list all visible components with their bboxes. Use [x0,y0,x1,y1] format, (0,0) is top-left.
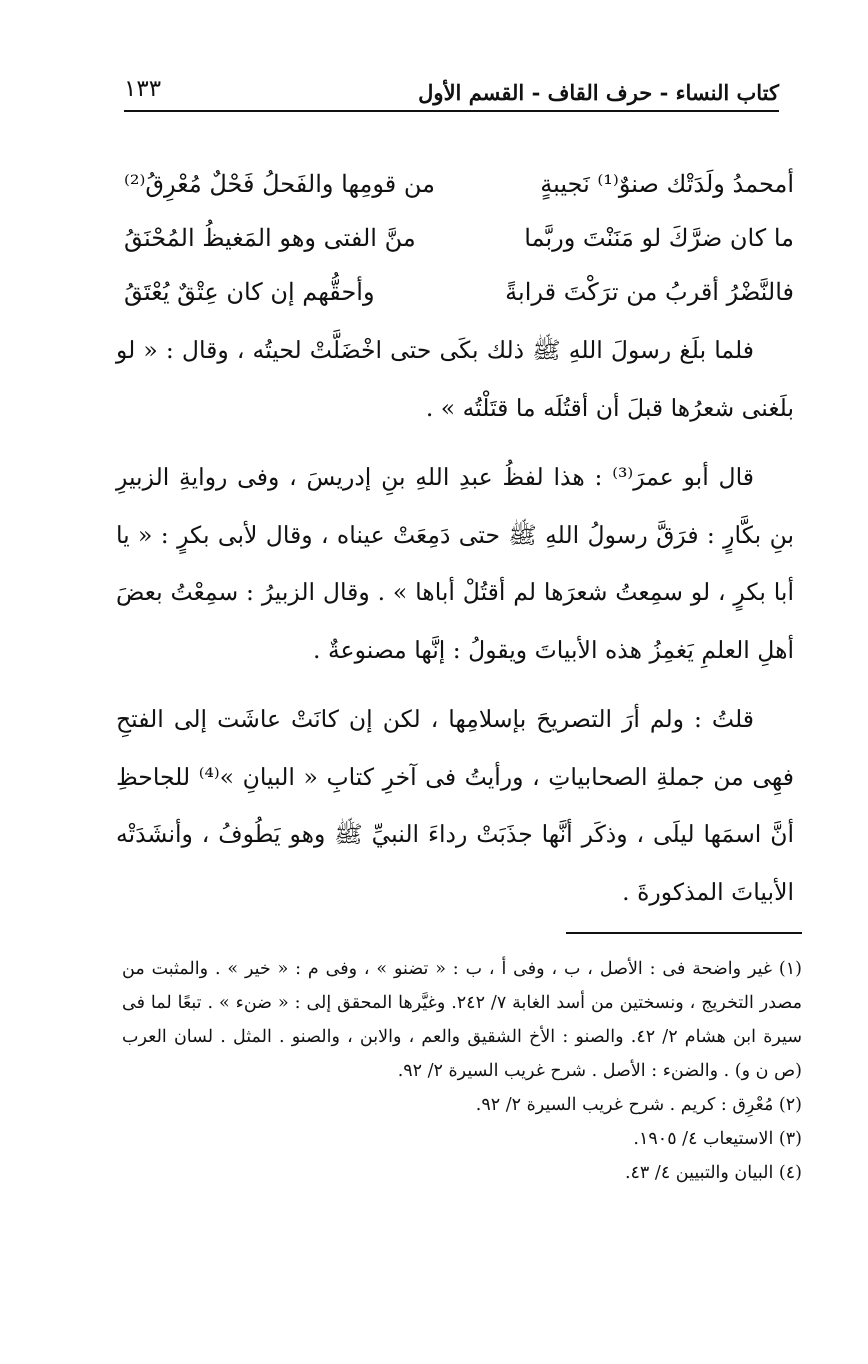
page-number: ١٣٣ [124,76,162,102]
poem-verse [124,210,794,266]
footnotes [122,952,802,1190]
footnote: (٢) مُعْرِق : كريم . شرح غريب السيرة ٢/ ٩٢. [475,1095,802,1115]
verse-first-hemistich: فالنَّضْرُ أقربُ من ترَكْتَ قرابةً [505,278,794,306]
footnote: (٤) البيان والتبيين ٤/ ٤٣. [624,1163,802,1183]
poem-verse [124,264,794,320]
body-text [116,322,794,933]
paragraph: قال أبو عمرَ⁽³⁾ : هذا لفظُ عبدِ اللهِ بنِ إدريسَ ، وفى روايةِ الزبيرِ بنِ بكَّارٍ : فرَقَّ رسولُ اللهِ ﷺ حتى دَمِعَتْ عيناه ، وقال لأبى بكرٍ : « يا أبا بكرٍ ، لو سمِعتُ شعرَها لم أقتُلْ أباها » . وقال الزبيرُ : سمِعْتُ بعضَ أهلِ العلمِ يَغمِزُ هذه الأبياتَ ويقولُ : إنَّها مصنوعةٌ . [116,463,794,664]
paragraph: قلتُ : ولم أرَ التصريحَ بإسلامِها ، لكن إن كانَتْ عاشَت إلى الفتحِ فهِى من جملةِ الصحابياتِ ، ورأيتُ فى آخرِ كتابِ « البيانِ »⁽⁴⁾ للجاحظِ أنَّ اسمَها ليلَى ، وذكَر أنَّها جذَبَتْ رداءَ النبيِّ ﷺ وهو يَطُوفُ ، وأنشَدَتْه الأبياتَ المذكورةَ . [116,705,794,906]
paragraph: فلما بلَغ رسولَ اللهِ ﷺ ذلك بكَى حتى اخْضَلَّتْ لحيتُه ، وقال : « لو بلَغنى شعرُها قبلَ أن أقتُلَه ما قتَلْتُه » . [116,336,794,422]
verse-first-hemistich: أمحمدُ ولَدَتْك صنوٌ⁽¹⁾ نَجيبةٍ [540,170,794,198]
verse-first-hemistich: ما كان ضرَّكَ لو مَنَنْتَ وربَّما [524,224,794,252]
verse-second-hemistich: منَّ الفتى وهو المَغيظُ المُحْنَقُ [124,224,416,252]
footnote: (١) غير واضحة فى : الأصل ، ب ، وفى أ ، ب : « تضنو » ، وفى م : « خير » . والمثبت من مصدر التخريج ، ونسختين من أسد الغابة ٧/ ٢٤٢. وغيَّرها المحقق إلى : « ضنء » . تبعًا لما فى سيرة ابن هشام ٢/ ٤٢. والصنو : الأخ الشقيق والعم ، والابن ، والصنو . المثل . لسان العرب (ص ن و) . والضنء : الأصل . شرح غريب السيرة ٢/ ٩٢. [122,959,802,1081]
verse-second-hemistich: وأحقُّهم إن كان عِتْقٌ يُعْتَقُ [124,278,375,306]
footnote-divider [566,932,802,934]
footnote: (٣) الاستيعاب ٤/ ١٩٠٥. [633,1129,802,1149]
verse-second-hemistich: من قومِها والفَحلُ فَحْلٌ مُعْرِقُ⁽²⁾ [124,170,435,198]
poem-verse [124,156,794,212]
page-header [124,76,779,112]
running-title: كتاب النساء - حرف القاف - القسم الأول [418,80,779,105]
